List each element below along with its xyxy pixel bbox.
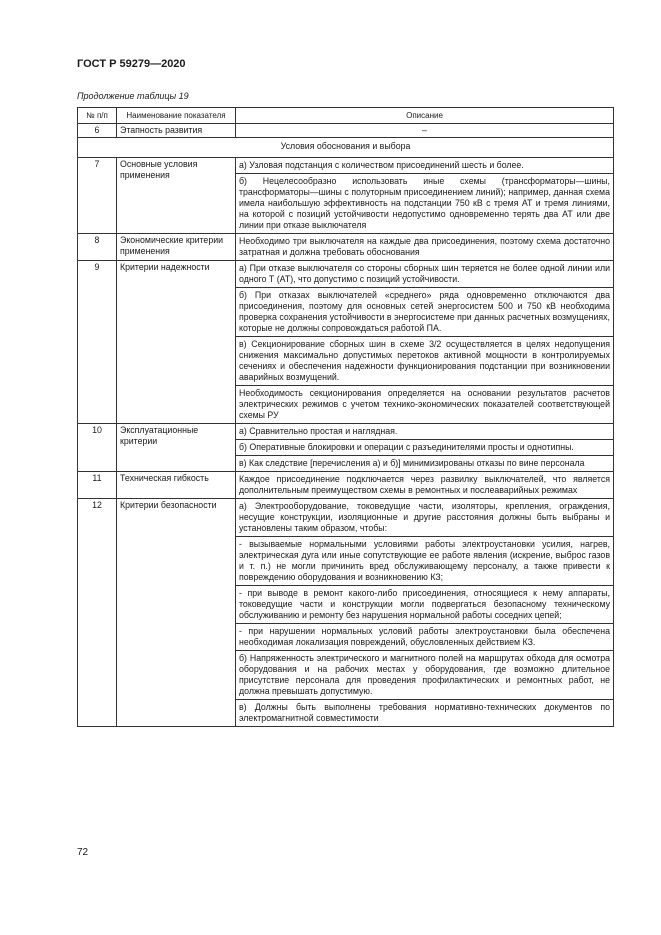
description-paragraph: б) При отказах выключателей «среднего» ряда одновременно отключаются два присоединения, поэтому для основных сетей энергосистем 500 и 750 кВ необходима проверка сохранения устойчивости в энергосистеме при данных расчетных возмущениях, которые не должны сопровождаться работой ПА. (236, 288, 613, 337)
row-description (236, 499, 614, 727)
row-number: 7 (78, 158, 117, 234)
row-name: Техническая гибкость (117, 472, 236, 499)
table-header-row (78, 108, 614, 124)
row-name: Основные условия применения (117, 158, 236, 234)
description-paragraph: в) Как следствие [перечисления а) и б)] минимизированы отказы по вине персонала (239, 458, 585, 468)
page-number: 72 (77, 847, 89, 858)
row-description: – (236, 124, 614, 138)
row-description (236, 158, 614, 234)
table-row (78, 499, 614, 727)
row-name: Этапность развития (117, 124, 236, 138)
row-number: 10 (78, 424, 117, 472)
description-paragraph: а) При отказе выключателя со стороны сборных шин теряется не более одной линии или одного Т (АТ), что допустимо с позиций устойчивости. (236, 261, 613, 288)
col-header-desc: Описание (236, 108, 614, 124)
table-row (78, 261, 614, 424)
description-paragraph: а) Узловая подстанция с количеством присоединений шесть и более. (236, 158, 613, 174)
table-row (78, 158, 614, 234)
row-description (236, 261, 614, 424)
table-caption: Продолжение таблицы 19 (77, 91, 189, 101)
indicators-table (77, 107, 614, 727)
col-header-num: № п/п (78, 108, 117, 124)
document-title: ГОСТ Р 59279—2020 (77, 58, 186, 70)
table-row (78, 424, 614, 472)
description-paragraph: - при нарушении нормальных условий работы электроустановки была обеспечена необходимая локализация повреждений, обусловленных действием КЗ. (236, 624, 613, 651)
description-paragraph: Каждое присоединение подключается через развилку выключателей, что является дополнительным преимуществом схемы в ремонтных и послеаварийных режимах (239, 474, 610, 495)
row-number: 11 (78, 472, 117, 499)
table-row (78, 234, 614, 261)
col-header-name: Наименование показателя (117, 108, 236, 124)
row-name: Эксплуатационные критерии (117, 424, 236, 472)
row-description (236, 424, 614, 472)
description-paragraph: б) Нецелесообразно использовать иные схемы (трансформаторы—шины, трансформаторы—шины с полуторным присоединением линий); например, данная схема имела наибольшую эффективность на подстанции 750 кВ с тремя АТ и тремя линиями, на которой с позиций устойчивости недопустимо одновременно терять два АТ или две линии при отказе выключателя (239, 176, 610, 230)
row-description (236, 234, 614, 261)
description-paragraph: а) Сравнительно простая и наглядная. (236, 424, 613, 440)
table-row (78, 124, 614, 138)
description-paragraph: в) Должны быть выполнены требования нормативно-технических документов по электромагнитной совместимости (239, 702, 610, 723)
description-paragraph: б) Напряженность электрического и магнитного полей на маршрутах обхода для осмотра оборудования и на рабочих местах у оборудования, где возможно длительное присутствие персонала для проведения профилактических и ремонтных работ, не должна превышать допустимую. (236, 651, 613, 700)
description-paragraph: а) Электрооборудование, токоведущие части, изоляторы, крепления, ограждения, несущие конструкции, изоляционные и другие расстояния должны быть выбраны и установлены таким образом, чтобы: (236, 499, 613, 537)
description-paragraph: Необходимость секционирования определяется на основании результатов расчетов электрических режимов с учетом технико-экономических показателей соответствующей схемы РУ (239, 388, 610, 420)
table-row (78, 472, 614, 499)
row-name: Критерии безопасности (117, 499, 236, 727)
description-paragraph: в) Секционирование сборных шин в схеме 3/2 осуществляется в целях недопущения снижения максимально допустимых перетоков активной мощности в контролируемых сечениях и обеспечения надежности функционирования подстанции при возникновении аварийных возмущений. (236, 337, 613, 386)
section-row (78, 138, 614, 158)
description-paragraph: - при выводе в ремонт какого-либо присоединения, относящиеся к нему аппараты, токоведущие части и конструкции могли подвергаться безопасному техническому обслуживанию и ремонту без нарушения нормальной работы соседних цепей; (236, 586, 613, 624)
row-number: 8 (78, 234, 117, 261)
row-name: Экономические критерии применения (117, 234, 236, 261)
row-name: Критерии надежности (117, 261, 236, 424)
row-number: 12 (78, 499, 117, 727)
description-paragraph: Необходимо три выключателя на каждые два присоединения, поэтому схема достаточно затратная и должна требовать обоснования (239, 236, 610, 257)
description-paragraph: - вызываемые нормальными условиями работы электроустановки усилия, нагрев, электрическая дуга или иные сопутствующие ее работе явления (искрение, выброс газов и т. п.) не могли причинить вред обслуживающему персоналу, а также привести к повреждению оборудования и возникновению КЗ; (236, 537, 613, 586)
section-title: Условия обоснования и выбора (78, 138, 614, 158)
row-number: 6 (78, 124, 117, 138)
row-number: 9 (78, 261, 117, 424)
description-paragraph: б) Оперативные блокировки и операции с разъединителями просты и однотипны. (236, 440, 613, 456)
row-description (236, 472, 614, 499)
